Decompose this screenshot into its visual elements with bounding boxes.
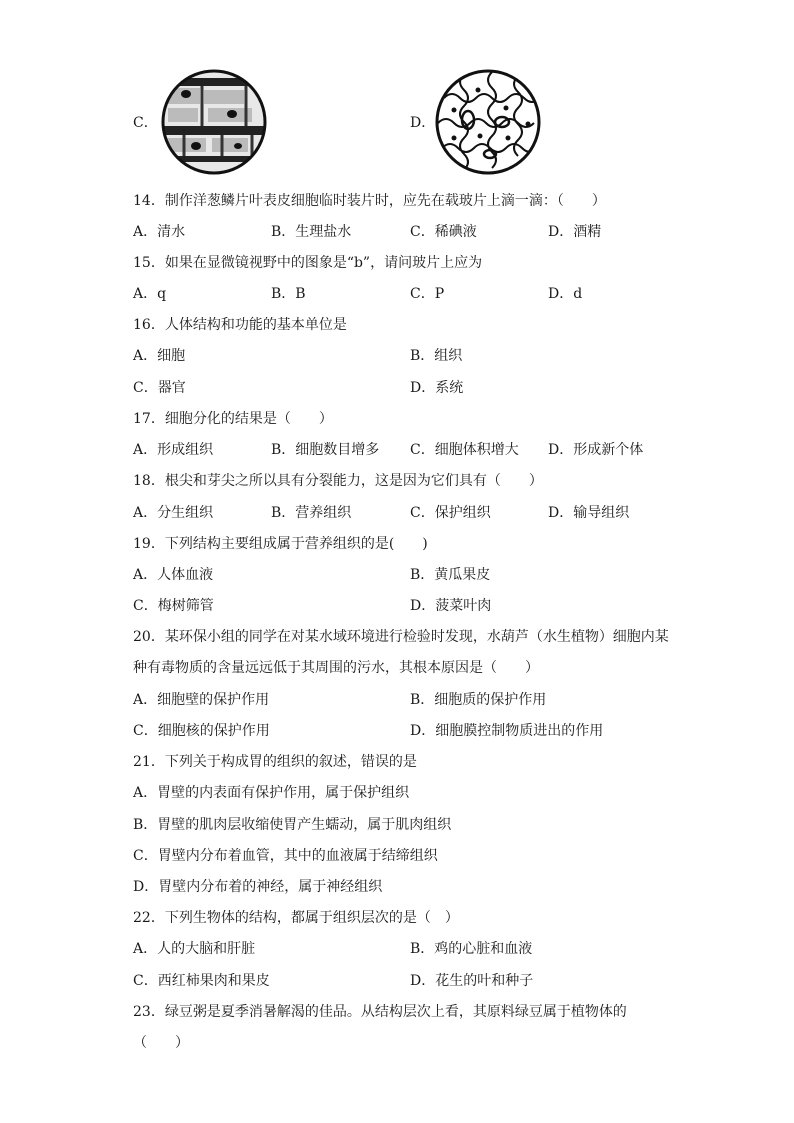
q16-option-c: C．器官 (133, 380, 186, 396)
q18-option-b: B．营养组织 (271, 505, 352, 521)
q22-option-d: D．花生的叶和种子 (410, 973, 534, 989)
q14-option-b: B．生理盐水 (271, 224, 352, 240)
question-21-stem: 21．下列关于构成胃的组织的叙述，错误的是 (133, 754, 417, 770)
onion-epidermis-micrograph (160, 68, 268, 176)
question-17-stem: 17．细胞分化的结果是（ ） (133, 411, 333, 427)
q17-option-c: C．细胞体积增大 (410, 442, 519, 458)
q17-option-d: D．形成新个体 (548, 442, 644, 458)
q14-option-d: D．酒精 (548, 224, 602, 240)
q22-option-c: C．西红柿果肉和果皮 (133, 973, 270, 989)
q20-option-c: C．细胞核的保护作用 (133, 723, 270, 739)
q16-option-a: A．细胞 (133, 348, 186, 364)
q22-option-b: B．鸡的心脏和血液 (410, 941, 533, 957)
question-20-stem-continued: 种有毒物质的含量远远低于其周围的污水，其根本原因是（ ） (133, 660, 539, 676)
option-c-label: C． (133, 115, 158, 131)
leaf-epidermis-micrograph (434, 68, 542, 176)
question-19-stem: 19．下列结构主要组成属于营养组织的是( ) (133, 536, 428, 552)
q15-option-b: B．B (271, 286, 306, 302)
question-18-stem: 18．根尖和芽尖之所以具有分裂能力，这是因为它们具有（ ） (133, 473, 543, 489)
q21-option-b: B．胃壁的肌肉层收缩使胃产生蠕动，属于肌肉组织 (133, 817, 452, 833)
q15-option-a: A．q (133, 286, 167, 302)
question-23-stem: 23．绿豆粥是夏季消暑解渴的佳品。从结构层次上看，其原料绿豆属于植物体的 (133, 1004, 627, 1020)
q20-option-b: B．细胞质的保护作用 (410, 692, 547, 708)
question-15-stem: 15．如果在显微镜视野中的图象是“b”，请问玻片上应为 (133, 255, 483, 271)
q19-option-a: A．人体血液 (133, 567, 214, 583)
q17-option-b: B．细胞数目增多 (271, 442, 380, 458)
q21-option-a: A．胃壁的内表面有保护作用，属于保护组织 (133, 785, 410, 801)
q18-option-a: A．分生组织 (133, 505, 214, 521)
q15-option-c: C．P (410, 286, 445, 302)
q15-option-d: D．d (548, 286, 583, 302)
question-16-stem: 16．人体结构和功能的基本单位是 (133, 317, 347, 333)
question-14-stem: 14．制作洋葱鳞片叶表皮细胞临时装片时，应先在载玻片上滴一滴：（ ） (133, 193, 606, 209)
q14-option-a: A．清水 (133, 224, 186, 240)
q14-option-c: C．稀碘液 (410, 224, 477, 240)
q18-option-c: C．保护组织 (410, 505, 491, 521)
q19-option-b: B．黄瓜果皮 (410, 567, 491, 583)
q16-option-b: B．组织 (410, 348, 463, 364)
q20-option-d: D．细胞膜控制物质进出的作用 (410, 723, 604, 739)
q17-option-a: A．形成组织 (133, 442, 214, 458)
question-23-stem-continued: （ ） (133, 1035, 189, 1051)
q21-option-d: D．胃壁内分布着的神经，属于神经组织 (133, 879, 383, 895)
option-d-label: D． (410, 115, 436, 131)
q19-option-c: C．梅树筛管 (133, 598, 214, 614)
question-20-stem: 20．某环保小组的同学在对某水域环境进行检验时发现，水葫芦（水生植物）细胞内某 (133, 629, 669, 645)
q18-option-d: D．输导组织 (548, 505, 630, 521)
q19-option-d: D．菠菜叶肉 (410, 598, 492, 614)
q20-option-a: A．细胞壁的保护作用 (133, 692, 270, 708)
q21-option-c: C．胃壁内分布着血管，其中的血液属于结缔组织 (133, 848, 438, 864)
q16-option-d: D．系统 (410, 380, 464, 396)
question-22-stem: 22．下列生物体的结构，都属于组织层次的是（ ） (133, 910, 459, 926)
q22-option-a: A．人的大脑和肝脏 (133, 941, 256, 957)
